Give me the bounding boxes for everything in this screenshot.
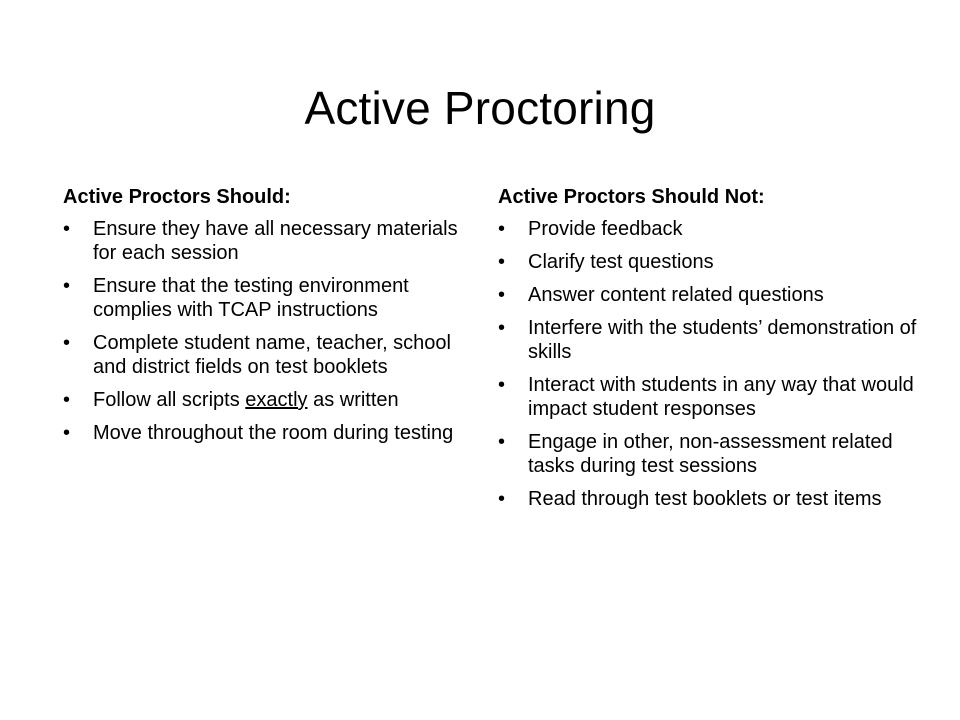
bullet-icon: • (63, 389, 71, 411)
should-not-list (498, 217, 918, 511)
bullet-text (93, 332, 451, 378)
bullet-item (498, 250, 918, 274)
text-segment: Read through test booklets or test items (528, 488, 882, 510)
bullet-text (528, 431, 893, 477)
text-segment: Answer content related questions (528, 284, 824, 306)
should-not-heading: Active Proctors Should Not: (498, 186, 765, 208)
should-heading: Active Proctors Should: (63, 186, 291, 208)
text-segment: Provide feedback (528, 218, 683, 240)
bullet-item (498, 373, 918, 421)
bullet-icon: • (498, 317, 506, 339)
text-segment: as written (307, 389, 399, 411)
bullet-text (528, 218, 683, 240)
bullet-icon: • (498, 284, 506, 306)
text-segment: Engage in other, non-assessment related tasks during test sessions (528, 431, 893, 477)
bullet-item (63, 421, 463, 445)
bullet-item (63, 274, 463, 322)
text-segment: Ensure they have all necessary materials for each session (93, 218, 458, 264)
left-column (63, 183, 463, 454)
bullet-icon: • (498, 218, 506, 240)
bullet-icon: • (63, 332, 71, 354)
bullet-text (93, 218, 458, 264)
bullet-item (498, 487, 918, 511)
text-segment: Ensure that the testing environment complies with TCAP instructions (93, 275, 409, 321)
bullet-icon: • (63, 422, 71, 444)
bullet-text (528, 284, 824, 306)
bullet-text (93, 422, 453, 444)
right-column (498, 183, 918, 520)
bullet-item (498, 283, 918, 307)
bullet-text (93, 389, 399, 411)
bullet-icon: • (498, 374, 506, 396)
bullet-text (528, 488, 882, 510)
bullet-icon: • (498, 251, 506, 273)
bullet-item (498, 217, 918, 241)
should-list (63, 217, 463, 445)
text-segment: Interact with students in any way that would impact student responses (528, 374, 914, 420)
bullet-icon: • (498, 488, 506, 510)
text-segment: Move throughout the room during testing (93, 422, 454, 444)
bullet-text (528, 251, 714, 273)
text-segment: Follow all scripts (93, 389, 246, 411)
emphasis-underline: exactly (245, 389, 308, 411)
bullet-item (63, 217, 463, 265)
bullet-icon: • (498, 431, 506, 453)
bullet-text (528, 374, 914, 420)
bullet-text (93, 275, 409, 321)
bullet-item (63, 388, 463, 412)
text-segment: Complete student name, teacher, school and district fields on test booklets (93, 332, 451, 378)
bullet-item (498, 430, 918, 478)
text-segment: Clarify test questions (528, 251, 714, 273)
bullet-item (63, 331, 463, 379)
bullet-icon: • (63, 275, 71, 297)
bullet-icon: • (63, 218, 71, 240)
bullet-text (528, 317, 916, 363)
slide-title: Active Proctoring (304, 82, 656, 134)
text-segment: Interfere with the students’ demonstration of skills (528, 317, 917, 363)
bullet-item (498, 316, 918, 364)
